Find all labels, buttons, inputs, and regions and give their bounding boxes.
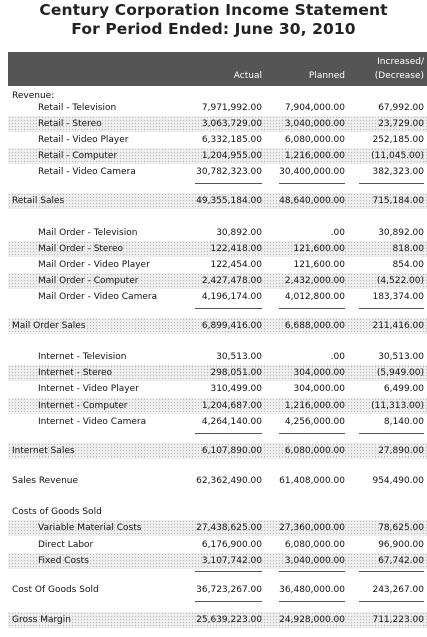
row-label: Mail Order - Video Player [38, 260, 150, 270]
difference-value: 67,742.00 [378, 556, 424, 566]
actual-value: 49,355,184.00 [196, 196, 262, 206]
planned-value: 61,408,000.00 [279, 476, 345, 486]
difference-value: 711,223.00 [372, 615, 424, 625]
report-title: Century Corporation Income Statement [39, 1, 388, 19]
actual-value: 122,454.00 [210, 260, 262, 270]
table-row [8, 225, 427, 241]
row-label: Internet - Television [38, 352, 127, 362]
subtotal-rule [279, 183, 345, 184]
table-row [8, 473, 427, 489]
row-label: Variable Material Costs [38, 523, 142, 533]
row-label: Internet Sales [12, 446, 75, 456]
planned-value: 121,600.00 [293, 260, 345, 270]
row-label: Cost Of Goods Sold [12, 585, 99, 595]
actual-value: 62,362,490.00 [196, 476, 262, 486]
table-row [8, 289, 427, 305]
planned-value: 4,012,800.00 [284, 292, 345, 302]
planned-value: 1,216,000.00 [284, 151, 345, 161]
actual-value: 122,418.00 [210, 244, 262, 254]
table-row [8, 116, 427, 132]
planned-value: 24,928,000.00 [279, 615, 345, 625]
row-label: Mail Order - Television [38, 228, 138, 238]
subtotal-rule [195, 601, 262, 602]
difference-value: 818.00 [392, 244, 424, 254]
difference-value: 211,416.00 [372, 321, 424, 331]
subtotal-rule [359, 571, 424, 572]
table-row [8, 414, 427, 430]
planned-value: 27,360,000.00 [279, 523, 345, 533]
actual-value: 30,782,323.00 [196, 167, 262, 177]
subtotal-rule [359, 183, 424, 184]
actual-value: 30,892.00 [216, 228, 262, 238]
header-actual: Actual [233, 71, 262, 81]
row-label: Internet - Computer [38, 401, 128, 411]
row-label: Mail Order - Video Camera [38, 292, 158, 302]
row-label: Mail Order - Computer [38, 276, 139, 286]
subtotal-rule [279, 308, 345, 309]
column-header-bar [8, 52, 427, 86]
header-decrease: (Decrease) [374, 71, 424, 81]
header-planned: Planned [308, 71, 345, 81]
row-label: Revenue: [12, 91, 55, 101]
difference-value: (11,045.00) [371, 151, 424, 161]
difference-value: 30,513.00 [378, 352, 424, 362]
actual-value: 1,204,955.00 [201, 151, 262, 161]
table-row [8, 349, 427, 365]
actual-value: 30,513.00 [216, 352, 262, 362]
table-row [8, 148, 427, 164]
difference-value: 23,729.00 [378, 119, 424, 129]
difference-value: 382,323.00 [372, 167, 424, 177]
table-row [8, 318, 427, 334]
planned-value: .00 [330, 352, 345, 362]
subtotal-rule [359, 433, 424, 434]
planned-value: 7,904,000.00 [284, 103, 345, 113]
row-label: Internet - Video Player [38, 384, 139, 394]
table-row [8, 582, 427, 598]
row-label: Retail - Video Camera [38, 167, 136, 177]
planned-value: 6,080,000.00 [284, 135, 345, 145]
actual-value: 6,332,185.00 [201, 135, 262, 145]
planned-value: 121,600.00 [293, 244, 345, 254]
row-label: Sales Revenue [12, 476, 79, 486]
row-label: Gross Margin [12, 615, 71, 625]
table-row [8, 273, 427, 289]
row-label: Retail - Video Player [38, 135, 129, 145]
row-label: Retail - Computer [38, 151, 118, 161]
difference-value: 8,140.00 [383, 417, 424, 427]
planned-value: 6,080,000.00 [284, 540, 345, 550]
difference-value: 252,185.00 [372, 135, 424, 145]
report-subtitle: For Period Ended: June 30, 2010 [71, 20, 356, 38]
row-label: Direct Labor [38, 540, 94, 550]
subtotal-rule [359, 308, 424, 309]
planned-value: 30,400,000.00 [279, 167, 345, 177]
difference-value: (5,949.00) [376, 368, 424, 378]
table-row [8, 132, 427, 148]
row-label: Mail Order Sales [12, 321, 86, 331]
planned-value: 4,256,000.00 [284, 417, 345, 427]
actual-value: 3,107,742.00 [201, 556, 262, 566]
header-increased: Increased/ [377, 57, 424, 67]
row-label: Mail Order - Stereo [38, 244, 124, 254]
actual-value: 6,899,416.00 [201, 321, 262, 331]
table-row [8, 398, 427, 414]
difference-value: 243,267.00 [372, 585, 424, 595]
subtotal-rule [279, 433, 345, 434]
table-row [8, 443, 427, 459]
subtotal-rule [195, 183, 262, 184]
row-label: Internet - Stereo [38, 368, 113, 378]
row-label: Fixed Costs [38, 556, 89, 566]
subtotal-rule [279, 571, 345, 572]
difference-value: 854.00 [392, 260, 424, 270]
table-row [8, 520, 427, 536]
planned-value: 3,040,000.00 [284, 119, 345, 129]
difference-value: 30,892.00 [378, 228, 424, 238]
actual-value: 4,196,174.00 [201, 292, 262, 302]
difference-value: 715,184.00 [372, 196, 424, 206]
row-label: Internet - Video Camera [38, 417, 147, 427]
table-row [8, 381, 427, 397]
subtotal-rule [359, 601, 424, 602]
planned-value: 1,216,000.00 [284, 401, 345, 411]
actual-value: 298,051.00 [210, 368, 262, 378]
actual-value: 25,639,223.00 [196, 615, 262, 625]
row-label: Retail - Television [38, 103, 117, 113]
actual-value: 3,063,729.00 [201, 119, 262, 129]
actual-value: 27,438,625.00 [196, 523, 262, 533]
actual-value: 4,264,140.00 [201, 417, 262, 427]
difference-value: 27,890.00 [378, 446, 424, 456]
planned-value: 2,432,000.00 [284, 276, 345, 286]
subtotal-rule [195, 433, 262, 434]
subtotal-rule [195, 308, 262, 309]
planned-value: 304,000.00 [293, 368, 345, 378]
planned-value: 6,688,000.00 [284, 321, 345, 331]
table-row [8, 537, 427, 553]
table-row [8, 193, 427, 209]
table-row [8, 257, 427, 273]
table-row [8, 504, 427, 520]
actual-value: 6,176,900.00 [201, 540, 262, 550]
difference-value: 96,900.00 [378, 540, 424, 550]
actual-value: 7,971,992.00 [201, 103, 262, 113]
planned-value: 3,040,000.00 [284, 556, 345, 566]
row-label: Retail - Stereo [38, 119, 102, 129]
table-row [8, 100, 427, 116]
difference-value: 6,499.00 [383, 384, 424, 394]
actual-value: 1,204,687.00 [201, 401, 262, 411]
table-row [8, 164, 427, 180]
difference-value: 67,992.00 [378, 103, 424, 113]
planned-value: 6,080,000.00 [284, 446, 345, 456]
table-row [8, 553, 427, 569]
table-row [8, 612, 427, 628]
subtotal-rule [279, 601, 345, 602]
table-row [8, 241, 427, 257]
difference-value: (11,313.00) [371, 401, 424, 411]
planned-value: 48,640,000.00 [279, 196, 345, 206]
difference-value: 183,374.00 [372, 292, 424, 302]
planned-value: .00 [330, 228, 345, 238]
actual-value: 2,427,478.00 [201, 276, 262, 286]
table-row [8, 365, 427, 381]
difference-value: (4,522.00) [376, 276, 424, 286]
actual-value: 6,107,890.00 [201, 446, 262, 456]
difference-value: 954,490.00 [372, 476, 424, 486]
actual-value: 310,499.00 [210, 384, 262, 394]
row-label: Costs of Goods Sold [12, 507, 102, 517]
actual-value: 36,723,267.00 [196, 585, 262, 595]
planned-value: 304,000.00 [293, 384, 345, 394]
planned-value: 36,480,000.00 [279, 585, 345, 595]
row-label: Retail Sales [12, 196, 65, 206]
subtotal-rule [195, 571, 262, 572]
difference-value: 78,625.00 [378, 523, 424, 533]
